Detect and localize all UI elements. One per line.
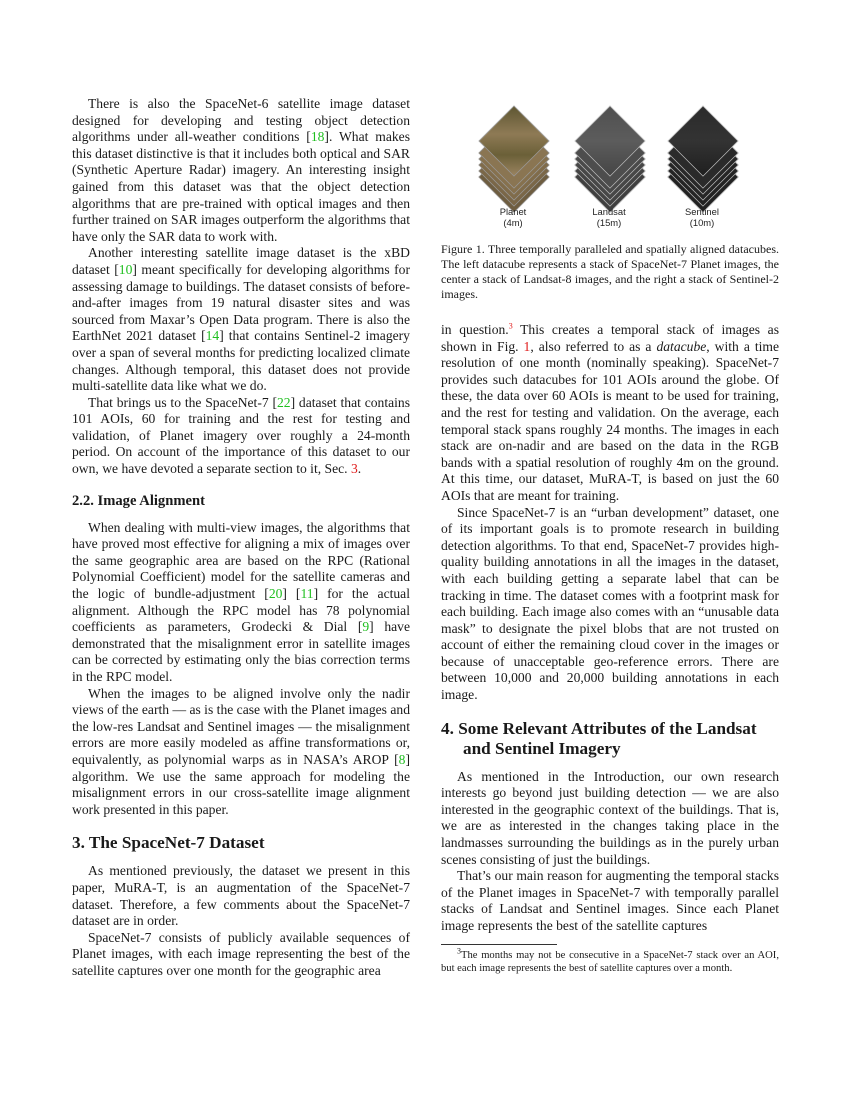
paragraph-urban-development: Since SpaceNet-7 is an “urban development” dataset, one of its important goals is to promote research in building detection algorithms. To that end, SpaceNet-7 provides high-quality building annotations in all the images in the dataset, with each building getting a separate label that can be tracking in time. The dataset comes with a footprint mask for each building. Each image also comes with an “unusable data mask” to designate the pixel blobs that are not trusted on account of either the remaining cloud cover in the images or because of unacceptable geo-reference errors. There are between 10,000 and 20,000 building annotations in each image. xyxy=(441,504,779,703)
footnote-3: $^3$The months may not be consecutive in a SpaceNet-7 stack over an AOI, but each image represents the best of satellite captures over a month. xyxy=(441,946,779,975)
landsat-datacube-image xyxy=(571,102,647,222)
paragraph-research-interests: As mentioned in the Introduction, our own research interests go beyond just building detection — we are also interested in the geographic context of the buildings. That is, we are as interested in the changes taking place in the landmasses surrounding the buildings as in the purely urban scenes consisting of just the buildings. xyxy=(441,768,779,867)
figure-ref-link[interactable]: 1 xyxy=(523,338,531,354)
paragraph-xbd: Another interesting satellite image dataset is the xBD dataset [10] meant specifically for developing algorithms for assessing damage to buildings. The dataset consists of before-and-after images from 19 natural disaster sites and was sourced from Maxar’s Open Data program. There is also the EarthNet 2021 dataset [14] that contains Sentinel-2 imagery over a span of several months for predicting localized climate changes. Although temporal, this dataset does not provide multi-satellite data like what we do. xyxy=(72,245,410,394)
heading-image-alignment: 2.2. Image Alignment xyxy=(72,492,205,509)
figure-label-sentinel: Sentinel (10m) xyxy=(685,206,719,228)
citation-link[interactable]: 11 xyxy=(300,586,314,602)
paragraph-nadir: When the images to be aligned involve only the nadir views of the earth — as is the case with the Planet images and the low-res Landsat and Sentinel images — the misalignment errors are more easily modeled as affine transformations or, equivalently, as polynomial warps as in NASA’s AROP [8] algorithm. We use the same approach for modeling the misalignment errors in our cross-satellite image alignment work presented in this paper. xyxy=(72,685,410,817)
footnote-divider xyxy=(441,944,557,945)
figure-label-landsat: Landsat (15m) xyxy=(592,206,626,228)
left-column xyxy=(72,96,410,980)
section-ref-link[interactable]: 3 xyxy=(350,461,358,477)
paragraph-mura-t: As mentioned previously, the dataset we present in this paper, MuRA-T, is an augmentation of the SpaceNet-7 dataset. Therefore, a few comments about the SpaceNet-7 dataset are in order. xyxy=(72,863,410,929)
paragraph-augmenting-reason: That’s our main reason for augmenting the temporal stacks of the Planet images in SpaceNet-7 with temporally parallel stacks of Landsat and Sentinel images. Since each Planet image represents the best of the satellite captures xyxy=(441,868,779,933)
citation-link[interactable]: 8 xyxy=(398,751,406,767)
citation-link[interactable]: 22 xyxy=(277,394,291,410)
heading-landsat-sentinel-attributes: 4. Some Relevant Attributes of the Landsat and Sentinel Imagery xyxy=(441,718,757,758)
figure-label-planet: Planet (4m) xyxy=(499,206,527,228)
paragraph-spacenet6: There is also the SpaceNet-6 satellite image dataset designed for developing and testing object detection algorithms under all-weather conditions [18]. What makes this dataset distinctive is that it includes both optical and SAR (Synthetic Aperture Radar) imagery. An interesting insight gained from this dataset was that the object detection algorithms that are pre-trained with optical images and then further trained on SAR images outperform the algorithms that have only the SAR data to work with. xyxy=(72,96,410,244)
paragraph-datacube: in question.$^3$ This creates a temporal stack of images as shown in Fig. 1, also referred to as a datacube, with a time resolution of one month (nominally speaking). SpaceNet-7 provides such datacubes for 101 AOIs around the globe. Of these, the data over 60 AOIs is meant to be used for training, and the rest for testing and validation. On the average, each temporal stack spans roughly 24 months. The images in each stack are on-nadir and are based on the data in the RGB bands with a spatial resolution of roughly 4m on the ground. At this time, our dataset, MuRA-T, is based on just the 60 AOIs that are meant for training. xyxy=(441,321,779,503)
citation-link[interactable]: 14 xyxy=(205,328,220,344)
footnote-ref-link[interactable]: 3 xyxy=(508,321,513,331)
right-column xyxy=(441,96,779,976)
figure-1-datacubes xyxy=(441,96,779,234)
sentinel-datacube-image xyxy=(664,102,740,222)
citation-link[interactable]: 20 xyxy=(268,586,283,602)
paragraph-spacenet7-sequences: SpaceNet-7 consists of publicly available sequences of Planet images, with each image representing the best of the satellite captures over one month for the geographic area xyxy=(72,929,410,978)
citation-link[interactable]: 18 xyxy=(310,129,325,145)
heading-spacenet7-dataset: 3. The SpaceNet-7 Dataset xyxy=(72,833,265,853)
paragraph-rpc: When dealing with multi-view images, the algorithms that have proved most effective for aligning a mix of images over the same geographic area are based on the RPC (Rational Polynomial Coefficient) model for the satellite cameras and the logic of bundle-adjustment [20] [11] for the actual alignment. Although the RPC model has 78 polynomial coefficients as parameters, Grodecki & Dial [9] have demonstrated that the misalignment error in satellite images can be corrected by estimating only the bias correction terms in the RPC model. xyxy=(72,519,410,684)
figure-1-caption: Figure 1. Three temporally paralleled and spatially aligned datacubes. The left datacube represents a stack of SpaceNet-7 Planet images, the center a stack of Landsat-8 images, and the right a stack of Sentinel-2 images. xyxy=(441,242,779,301)
citation-link[interactable]: 9 xyxy=(362,619,370,635)
planet-datacube-image xyxy=(475,102,551,222)
citation-link[interactable]: 10 xyxy=(118,261,133,277)
paragraph-spacenet7-intro: That brings us to the SpaceNet-7 [22] dataset that contains 101 AOIs, 60 for training and the rest for testing and validation, of Planet imagery over roughly a 24-month period. On account of the importance of this dataset to our own, we have devoted a separate section to it, Sec. 3. xyxy=(72,394,410,477)
